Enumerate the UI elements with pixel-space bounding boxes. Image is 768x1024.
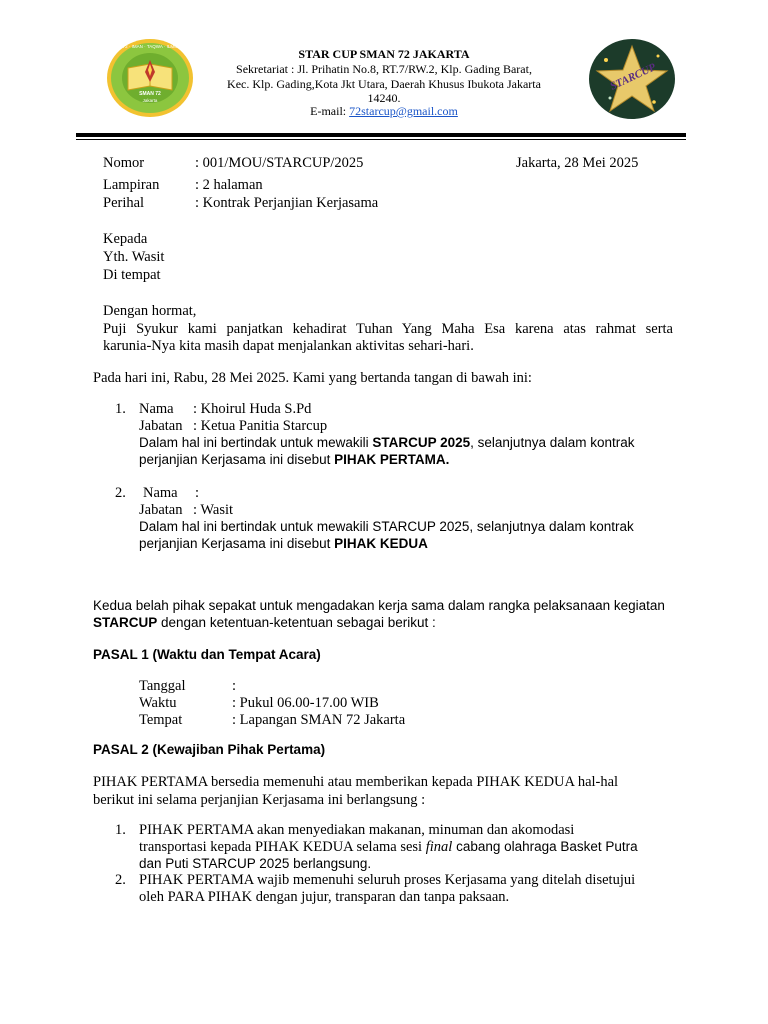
lampiran-label: Lampiran (103, 177, 160, 193)
pasal1-tanggal-value: : (232, 678, 237, 694)
pasal2-item1-line-3: dan Puti STARCUP 2025 berlangsung. (139, 856, 372, 871)
party1-nama-value: : Khoirul Huda S.Pd (193, 401, 312, 417)
item1-line2-a: transportasi kepada PIHAK KEDUA selama sesi (139, 839, 426, 855)
letterhead-divider-thin (76, 139, 686, 140)
agreement-line-1: Kedua belah pihak sepakat untuk mengadakan kerja sama dalam rangka pelaksanaan kegiatan (93, 598, 665, 613)
greeting: Dengan hormat, (103, 303, 197, 319)
school-logo-top-text: 72 · IMAN · TAQWA · ILMU (122, 44, 178, 49)
recipient-line-3: Di tempat (103, 267, 161, 283)
letterhead-divider-thick (76, 133, 686, 137)
party1-nama-label: Nama (139, 401, 174, 417)
pasal2-item2-line-2: oleh PARA PIHAK dengan jujur, transparan dan tanpa paksaan. (139, 889, 510, 905)
agreement-line-2 (93, 615, 436, 630)
school-logo (106, 38, 194, 118)
pasal1-title: PASAL 1 (Waktu dan Tempat Acara) (93, 647, 321, 662)
opening-line-1: Puji Syukur kami panjatkan kehadirat Tuhan Yang Maha Esa karena atas rahmat serta (103, 321, 673, 337)
pasal2-item2-line-1: PIHAK PERTAMA wajib memenuhi seluruh proses Kerjasama yang ditelah disetujui (139, 872, 636, 888)
party2-desc-line-2 (139, 536, 428, 551)
party2-number: 2. (115, 485, 126, 501)
party1-desc-1c: , selanjutnya dalam kontrak (470, 435, 635, 450)
agreement-rest: dengan ketentuan-ketentuan sebagai berikut : (157, 615, 436, 630)
party1-number: 1. (115, 401, 126, 417)
party2-jabatan-value: : Wasit (193, 502, 234, 518)
letterhead-address-3: 14240. (367, 91, 401, 105)
party1-jabatan-value: : Ketua Panitia Starcup (193, 418, 328, 434)
recipient-line-2: Yth. Wasit (103, 249, 165, 265)
party2-desc-2a: perjanjian Kerjasama ini disebut (139, 536, 335, 551)
letterhead-address-2: Kec. Klp. Gading,Kota Jkt Utara, Daerah Khusus Ibukota Jakarta (227, 77, 541, 91)
school-logo-bottom-text: SMAN 72 (139, 91, 161, 97)
pasal1-waktu-label: Waktu (139, 695, 177, 711)
pasal1-tanggal-label: Tanggal (139, 678, 186, 694)
pasal1-waktu-value: : Pukul 06.00-17.00 WIB (232, 695, 379, 711)
party1-role: PIHAK PERTAMA. (334, 452, 450, 467)
pasal1-tempat-value: : Lapangan SMAN 72 Jakarta (232, 712, 406, 728)
pasal2-intro-line-2: berikut ini selama perjanjian Kerjasama ini berlangsung : (93, 792, 426, 808)
nomor-value: : 001/MOU/STARCUP/2025 (195, 155, 364, 171)
perihal-label: Perihal (103, 195, 145, 211)
party2-desc-line-1: Dalam hal ini bertindak untuk mewakili STARCUP 2025, selanjutnya dalam kontrak (139, 519, 634, 534)
nomor-label: Nomor (103, 155, 145, 171)
party2-nama-value: : (195, 485, 200, 501)
pasal2-item2-number: 2. (115, 872, 126, 888)
agreement-starcup: STARCUP (93, 615, 158, 630)
pasal2-item1-number: 1. (115, 822, 126, 838)
party2-jabatan-label: Jabatan (139, 502, 183, 518)
party2-nama-label: Nama (143, 485, 178, 501)
party1-desc-line-1 (139, 435, 635, 450)
event-logo (588, 38, 676, 120)
pasal1-tempat-label: Tempat (139, 712, 183, 728)
letterhead-title: STAR CUP SMAN 72 JAKARTA (298, 47, 470, 61)
item1-line2-b: cabang olahraga Basket Putra (452, 839, 638, 854)
letterhead-email-line (204, 104, 564, 119)
pasal2-intro-line-1: PIHAK PERTAMA bersedia memenuhi atau memberikan kepada PIHAK KEDUA hal-hal (93, 774, 619, 790)
letterhead-address-1: Sekretariat : Jl. Prihatin No.8, RT.7/RW.2, Klp. Gading Barat, (236, 62, 532, 76)
school-logo-sub-text: Jakarta (142, 98, 158, 103)
item1-final: final (425, 839, 453, 855)
party1-desc-line-2 (139, 452, 449, 467)
party1-desc-1a: Dalam hal ini bertindak untuk mewakili (139, 435, 373, 450)
email-link[interactable]: 72starcup@gmail.com (349, 104, 458, 118)
party2-role: PIHAK KEDUA (334, 536, 428, 551)
pasal2-item1-line-1: PIHAK PERTAMA akan menyediakan makanan, minuman dan akomodasi (139, 822, 575, 838)
party1-jabatan-label: Jabatan (139, 418, 183, 434)
place-date: Jakarta, 28 Mei 2025 (516, 155, 639, 171)
lampiran-value: : 2 halaman (195, 177, 263, 193)
recipient-line-1: Kepada (103, 231, 148, 247)
party1-desc-1b: STARCUP 2025 (372, 435, 471, 450)
party1-desc-2a: perjanjian Kerjasama ini disebut (139, 452, 335, 467)
intro-paragraph: Pada hari ini, Rabu, 28 Mei 2025. Kami yang bertanda tangan di bawah ini: (93, 370, 532, 386)
pasal2-item1-line-2 (139, 839, 638, 856)
event-logo-text: STARCUP (608, 61, 658, 93)
perihal-value: : Kontrak Perjanjian Kerjasama (195, 195, 379, 211)
opening-line-2: karunia-Nya kita masih dapat menjalankan aktivitas sehari-hari. (103, 338, 474, 354)
pasal2-title: PASAL 2 (Kewajiban Pihak Pertama) (93, 742, 326, 757)
email-label: E-mail: (310, 104, 350, 118)
